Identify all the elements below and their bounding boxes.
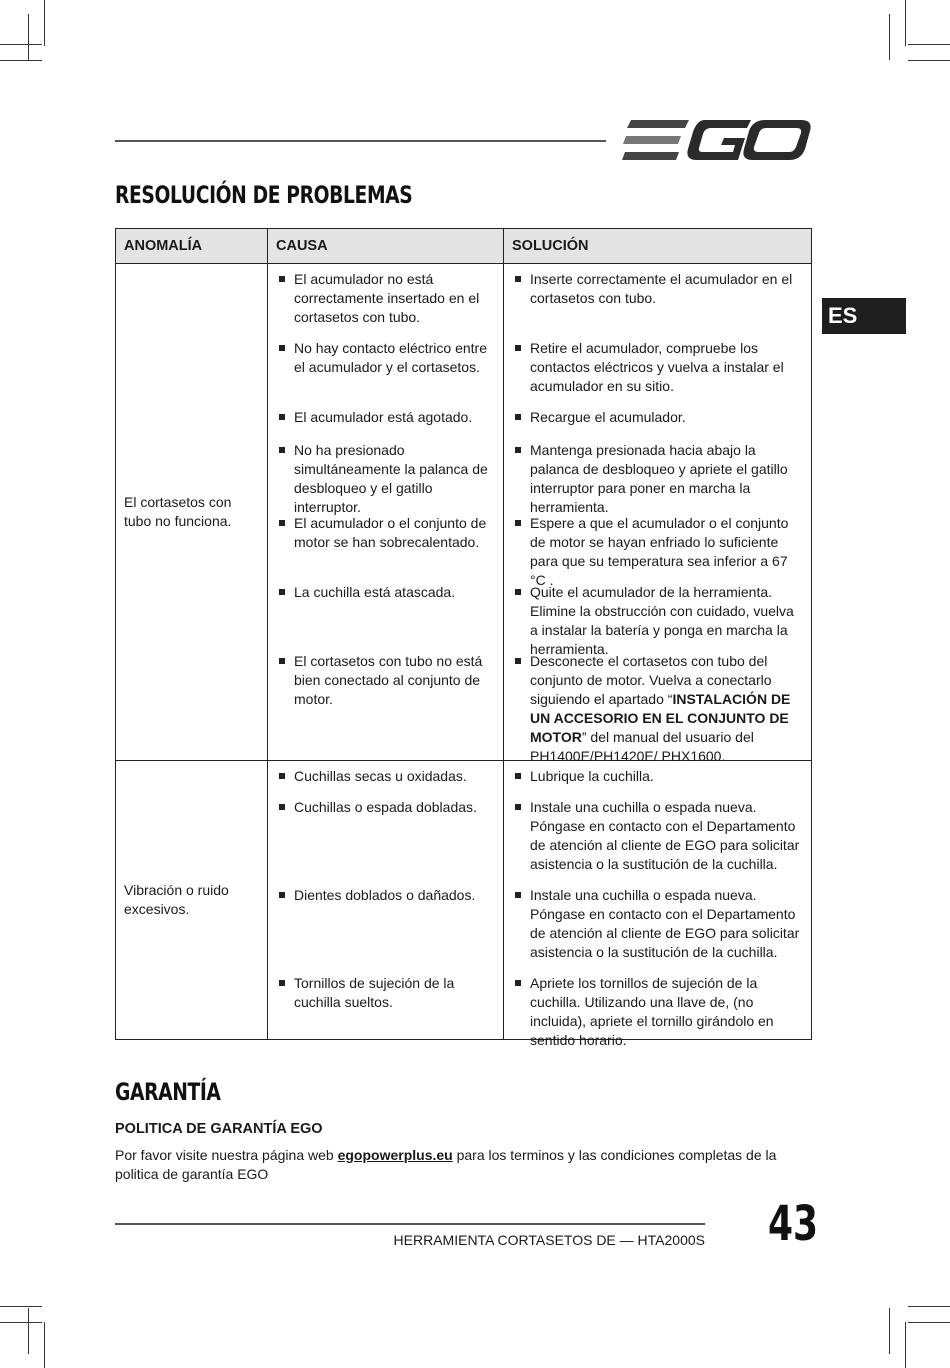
crop-mark bbox=[908, 44, 950, 45]
troubleshooting-table bbox=[115, 228, 812, 1048]
warranty-text: para los terminos y las condiciones completas de la politica de garantía EGO bbox=[115, 1147, 777, 1182]
footer-title: HERRAMIENTA CORTASETOS DE — HTA2000S bbox=[393, 1232, 705, 1248]
crop-mark bbox=[908, 1322, 950, 1323]
warranty-subtitle: POLITICA DE GARANTÍA EGO bbox=[115, 1121, 323, 1137]
list-item: El cortasetos con tubo no está bien conectado al conjunto de motor. bbox=[268, 652, 503, 760]
header-solution: SOLUCIÓN bbox=[504, 229, 812, 264]
list-item: Espere a que el acumulador o el conjunto de motor se hayan enfriado lo suficiente para que su temperatura sea inferior a 67 °C . bbox=[504, 514, 811, 571]
header-rule bbox=[115, 140, 606, 142]
anomaly-cell: Vibración o ruido excesivos. bbox=[116, 761, 268, 1040]
list-item: El acumulador no está correctamente insertado en el cortasetos con tubo. bbox=[268, 270, 503, 327]
list-item bbox=[504, 652, 811, 764]
list-item: Mantenga presionada hacia abajo la palanca de desbloqueo y apriete el gatillo interruptor para poner en marcha la herramienta. bbox=[504, 441, 811, 502]
crop-mark bbox=[0, 60, 42, 61]
cause-cell bbox=[268, 264, 504, 761]
crop-mark bbox=[44, 1322, 45, 1368]
list-item: Apriete los tornillos de sujeción de la cuchilla. Utilizando una llave de, (no incluida), apriete el tornillo girándolo en sentido horario. bbox=[504, 974, 811, 1031]
manual-section-reference: INSTALACIÓN DE UN ACCESORIO EN EL CONJUNTO DE MOTOR bbox=[530, 691, 791, 745]
table-header-row bbox=[116, 229, 812, 264]
list-item: Dientes doblados o dañados. bbox=[268, 886, 503, 962]
solution-text: ” del manual del usuario del PH1400E/PH1420E/ PHX1600. bbox=[530, 729, 754, 764]
troubleshooting-title: RESOLUCIÓN DE PROBLEMAS bbox=[115, 181, 413, 209]
anomaly-cell: El cortasetos con tubo no funciona. bbox=[116, 264, 268, 761]
crop-mark bbox=[889, 14, 890, 60]
table-row bbox=[116, 264, 812, 761]
list-item: Lubrique la cuchilla. bbox=[504, 767, 811, 786]
solution-cell bbox=[504, 264, 812, 764]
list-item: Cuchillas secas u oxidadas. bbox=[268, 767, 503, 786]
crop-mark bbox=[44, 0, 45, 46]
crop-mark bbox=[908, 1306, 950, 1307]
cause-cell bbox=[268, 761, 504, 1040]
list-item: No hay contacto eléctrico entre el acumulador y el cortasetos. bbox=[268, 339, 503, 396]
page-number: 43 bbox=[768, 1196, 819, 1252]
list-item: Instale una cuchilla o espada nueva. Póngase en contacto con el Departamento de atención al cliente de EGO para solicitar asistencia o la sustitución de la cuchilla. bbox=[504, 798, 811, 874]
solution-cell bbox=[504, 761, 812, 1048]
list-item: Instale una cuchilla o espada nueva. Póngase en contacto con el Departamento de atención al cliente de EGO para solicitar asistencia o la sustitución de la cuchilla. bbox=[504, 886, 811, 962]
list-item: Inserte correctamente el acumulador en el cortasetos con tubo. bbox=[504, 270, 811, 327]
crop-mark bbox=[0, 1306, 42, 1307]
list-item: Recargue el acumulador. bbox=[504, 408, 811, 429]
crop-mark bbox=[908, 60, 950, 61]
warranty-paragraph bbox=[115, 1146, 815, 1184]
list-item: Quite el acumulador de la herramienta. Elimine la obstrucción con cuidado, vuelva a instalar la batería y ponga en marcha la herramienta. bbox=[504, 583, 811, 640]
crop-mark bbox=[28, 1308, 29, 1354]
header-cause: CAUSA bbox=[268, 229, 504, 264]
list-item: Retire el acumulador, compruebe los contactos eléctricos y vuelva a instalar el acumulador en su sitio. bbox=[504, 339, 811, 396]
crop-mark bbox=[0, 44, 42, 45]
crop-mark bbox=[0, 1322, 42, 1323]
header-anomaly: ANOMALÍA bbox=[116, 229, 268, 264]
footer-rule bbox=[115, 1223, 705, 1225]
list-item: El acumulador está agotado. bbox=[268, 408, 503, 429]
warranty-text: Por favor visite nuestra página web bbox=[115, 1147, 338, 1163]
warranty-title: GARANTÍA bbox=[115, 1078, 221, 1106]
language-tab: ES bbox=[822, 298, 906, 334]
list-item: No ha presionado simultáneamente la palanca de desbloqueo y el gatillo interruptor. bbox=[268, 441, 503, 502]
ego-logo bbox=[621, 118, 811, 163]
list-item: La cuchilla está atascada. bbox=[268, 583, 503, 640]
list-item: El acumulador o el conjunto de motor se han sobrecalentado. bbox=[268, 514, 503, 571]
solution-text: Desconecte el cortasetos con tubo del conjunto de motor. Vuelva a conectarlo siguiendo el apartado “ bbox=[530, 653, 772, 707]
crop-mark bbox=[905, 0, 906, 46]
table-row bbox=[116, 761, 812, 1040]
crop-mark bbox=[28, 14, 29, 60]
list-item: Tornillos de sujeción de la cuchilla sueltos. bbox=[268, 974, 503, 1031]
crop-mark bbox=[905, 1322, 906, 1368]
crop-mark bbox=[889, 1308, 890, 1354]
list-item: Cuchillas o espada dobladas. bbox=[268, 798, 503, 874]
website-link[interactable]: egopowerplus.eu bbox=[337, 1147, 453, 1163]
